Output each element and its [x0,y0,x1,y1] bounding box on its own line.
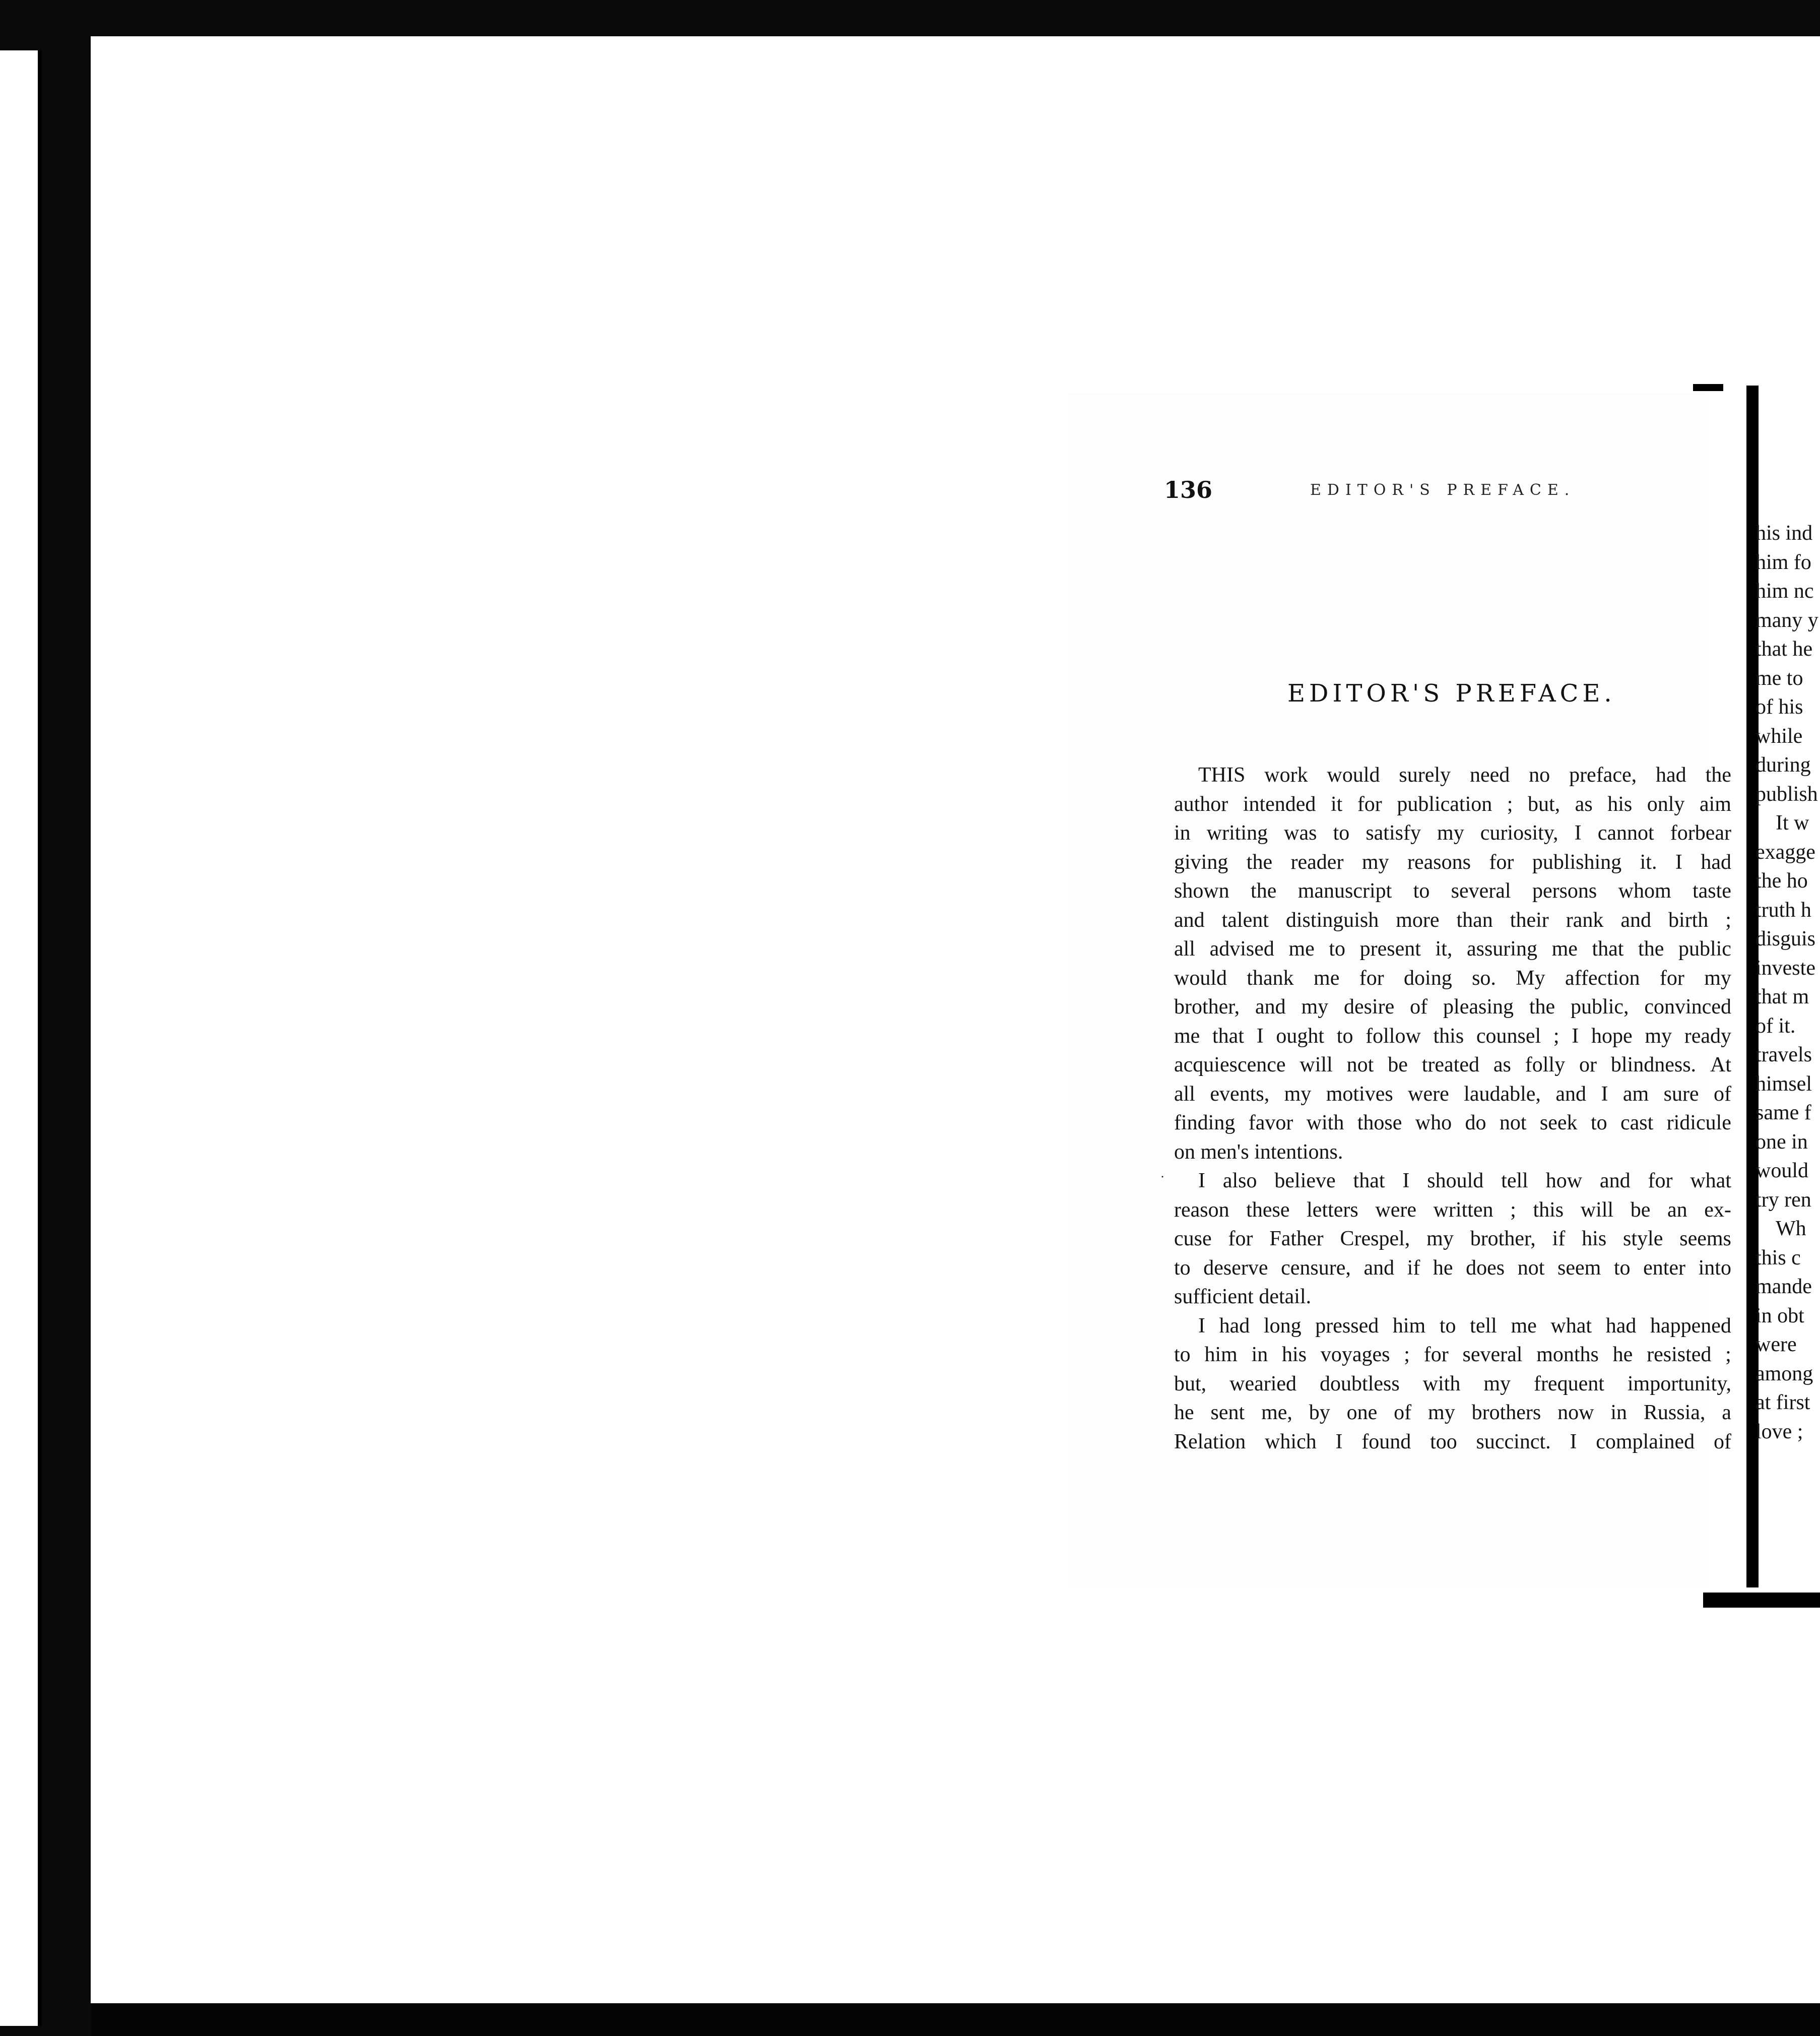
facing-text-line: would [1756,1159,1808,1182]
facing-text-line: that he [1756,638,1813,661]
text-line: he sent me, by one of my brothers now in Russia, a [1174,1401,1731,1424]
facing-text-line: among [1756,1362,1813,1385]
text-line: in writing was to satisfy my curiosity, I cannot forbear [1174,821,1731,845]
text-line: to him in his voyages ; for several months he resisted ; [1174,1343,1731,1366]
facing-text-line: investe [1756,956,1815,980]
facing-text-line: me to [1756,666,1803,690]
facing-text-line: many y [1756,608,1818,632]
facing-text-line: were [1756,1333,1797,1356]
text-line: all events, my motives were laudable, and I am sure of [1174,1082,1731,1106]
text-line: acquiescence will not be treated as folly or blindness. At [1174,1053,1731,1076]
facing-text-line: one in [1756,1130,1808,1154]
stray-mark: ˙ [1160,1173,1165,1189]
facing-text-line: publish [1756,782,1818,806]
text-line: to deserve censure, and if he does not seem to enter into [1174,1256,1731,1280]
page-number: 136 [1164,476,1213,503]
facing-text-line: his ind [1756,522,1813,545]
text-line: shown the manuscript to several persons whom taste [1174,879,1731,903]
text-line: brother, and my desire of pleasing the public, convinced [1174,995,1731,1019]
running-title: EDITOR'S PREFACE. [1310,481,1576,499]
facing-text-line: mande [1756,1275,1812,1298]
facing-text-line: same f [1756,1101,1811,1124]
text-line: author intended it for publication ; but, as his only aim [1174,792,1731,816]
facing-text-line: while [1756,724,1803,748]
text-line: Relation which I found too succinct. I complained of [1174,1430,1731,1453]
facing-text-line: that m [1756,985,1809,1008]
text-line: finding favor with those who do not seek to cast ridicule [1174,1111,1731,1134]
facing-text-line: the ho [1756,869,1808,893]
text-line: but, wearied doubtless with my frequent importunity, [1174,1372,1731,1395]
text-line: and talent distinguish more than their rank and birth ; [1174,908,1731,932]
text-line: THIS work would surely need no preface, had the [1198,764,1731,787]
facing-text-line: himsel [1756,1072,1812,1096]
text-line: ˙ I also believe that I should tell how and for what [1174,1167,1731,1196]
text-line: would thank me for doing so. My affection for my [1174,966,1731,990]
facing-text-line: of it. [1756,1014,1796,1038]
body-text [1160,761,1731,1456]
text-line: sufficient detail. [1174,1285,1312,1308]
text-line: me that I ought to follow this counsel ; I hope my ready [1174,1024,1731,1048]
gutter-rule-cap [1693,384,1723,391]
text-line: I had long pressed him to tell me what had happened [1198,1314,1731,1338]
facing-text-line: this c [1756,1246,1801,1269]
text-line: reason these letters were written ; this will be an ex- [1174,1198,1731,1222]
facing-text-line: disguis [1756,927,1816,950]
facing-page-text [1756,519,1820,1446]
text-line: giving the reader my reasons for publishing it. I had [1174,850,1731,874]
facing-text-line: him nc [1756,580,1814,603]
previous-leaf-edge [0,50,42,2026]
text-line: on men's intentions. [1174,1140,1343,1164]
facing-text-line: in obt [1756,1304,1804,1327]
facing-text-line: him fo [1756,550,1811,574]
gutter-rule-foot [1703,1593,1820,1608]
facing-text-line: during [1756,753,1811,777]
facing-text-line: It w [1776,811,1809,835]
running-head [1164,476,1617,506]
facing-text-line: Wh [1776,1217,1806,1240]
text-line: cuse for Father Crespel, my brother, if his style seems [1174,1227,1731,1250]
facing-text-line: exagge [1756,840,1815,864]
facing-text-line: try ren [1756,1188,1811,1212]
facing-text-line: travels [1756,1043,1812,1066]
text-line: all advised me to present it, assuring me that the public [1174,937,1731,961]
facing-text-line: at first [1756,1391,1810,1414]
page-title: EDITOR'S PREFACE. [1287,679,1616,708]
scan-bottom-edge [91,2003,1820,2036]
facing-text-line: of his [1756,695,1803,719]
facing-text-line: love ; [1756,1420,1803,1443]
facing-text-line: truth h [1756,898,1811,922]
